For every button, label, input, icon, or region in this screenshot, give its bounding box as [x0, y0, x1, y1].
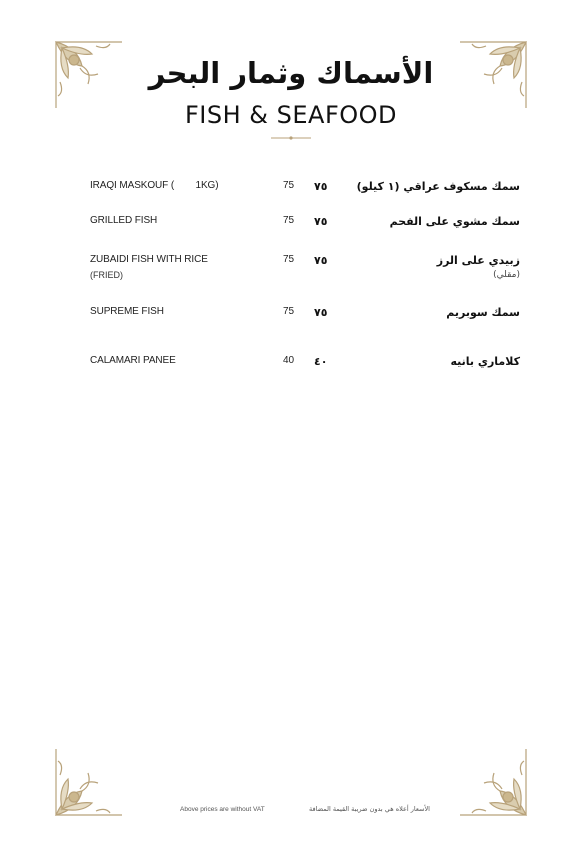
item-name-ar: زبيدي على الرز [436, 254, 520, 267]
item-price-arabic: ٧٥ [314, 180, 328, 193]
item-price-arabic: ٤٠ [314, 355, 328, 368]
item-name-ar: سمك مسكوف عراقي (١ كيلو) [356, 180, 520, 193]
menu-item [0, 306, 582, 336]
menu-item [0, 215, 582, 245]
corner-ornament-bottom-left [52, 747, 124, 819]
item-price: 75 [283, 306, 295, 317]
item-name-ar: سمك سوبريم [446, 306, 520, 319]
item-name-en: SUPREME FISH [90, 306, 164, 317]
item-name-en-note: (FRIED) [90, 270, 123, 280]
vat-note-english: Above prices are without VAT [180, 806, 265, 813]
item-price: 75 [283, 254, 295, 265]
item-price-arabic: ٧٥ [314, 306, 328, 319]
page-title-english: FISH & SEAFOOD [184, 101, 398, 129]
vat-note-arabic: الأسعار أعلاه هي بدون ضريبة القيمة المضافة [309, 805, 430, 813]
ornament-icon [458, 747, 530, 819]
item-price: 75 [283, 215, 295, 226]
item-name-ar-note: (مقلي) [493, 270, 520, 280]
item-price: 40 [283, 355, 295, 366]
item-name-en: CALAMARI PANEE [90, 355, 176, 366]
title-divider [271, 136, 311, 140]
menu-item [0, 180, 582, 210]
page-title-arabic: الأسماك وثمار البحر [148, 56, 434, 90]
menu-item [0, 254, 582, 288]
menu-item [0, 355, 582, 385]
item-price-arabic: ٧٥ [314, 215, 328, 228]
corner-ornament-bottom-right [458, 747, 530, 819]
item-name-ar: سمك مشوي على الفحم [389, 215, 520, 228]
item-name-ar: كلاماري بانيه [450, 355, 520, 368]
ornament-icon [52, 747, 124, 819]
item-name-en: GRILLED FISH [90, 215, 158, 226]
item-name-en: ZUBAIDI FISH WITH RICE [90, 254, 208, 265]
item-price: 75 [283, 180, 295, 191]
item-price-arabic: ٧٥ [314, 254, 328, 267]
item-name-en: IRAQI MASKOUF ( 1KG) [90, 180, 219, 191]
